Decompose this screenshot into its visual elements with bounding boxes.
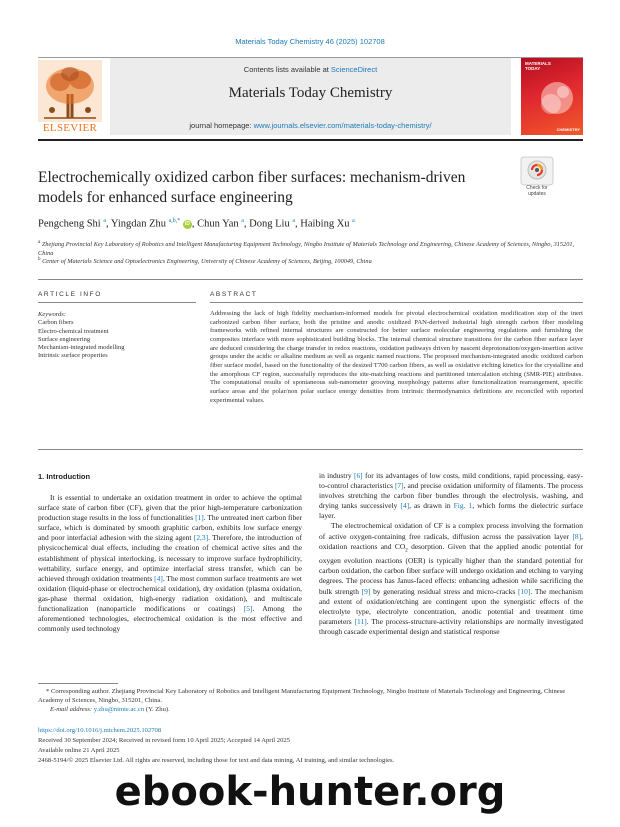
keyword-item: Electro-chemical treatment bbox=[38, 327, 109, 335]
header-divider bbox=[38, 139, 583, 141]
journal-citation: Materials Today Chemistry 46 (2025) 102708 bbox=[235, 37, 385, 46]
abstract-divider bbox=[38, 449, 583, 450]
check-for-updates-button[interactable] bbox=[520, 156, 554, 186]
body-text: for its advantages of low costs, mild conditions, rapid processing, easy-to-control characteristics bbox=[319, 471, 583, 491]
body-text: The electrochemical oxidation of CF is a complex process involving the formation of active oxygen-containing free radicals, diffusion across the passivation layer bbox=[319, 521, 583, 541]
citation-link[interactable]: [6] bbox=[353, 471, 363, 480]
keyword-item: Surface engineering bbox=[38, 335, 91, 343]
article-info-divider bbox=[38, 279, 583, 280]
check-updates-label bbox=[514, 185, 560, 197]
email-link[interactable]: y.zhu@nimte.ac.cn bbox=[93, 706, 145, 713]
affiliation-b bbox=[38, 256, 583, 267]
subscript: 2 bbox=[405, 548, 408, 554]
body-text: in industry bbox=[319, 471, 354, 480]
homepage-link[interactable]: www.journals.elsevier.com/materials-today-chemistry/ bbox=[253, 121, 432, 130]
intro-right-column bbox=[319, 471, 583, 637]
citation-link[interactable]: [11] bbox=[354, 616, 367, 626]
article-info-heading: ARTICLE INFO bbox=[38, 291, 102, 298]
body-text: , and precise oxidation uniformity of filaments. The process involves stretching the carbon fiber bundles through the electrolysis, washing, and drying tanks successively bbox=[319, 481, 583, 511]
keyword-item: Mechanism-integrated modelling bbox=[38, 344, 125, 352]
email-line bbox=[50, 706, 170, 713]
sciencedirect-link[interactable]: ScienceDirect bbox=[330, 65, 378, 74]
homepage-prefix: journal homepage: bbox=[189, 121, 254, 130]
body-text: . Among the aforementioned technologies, electrochemical oxidation is the most effective and commonly used technology bbox=[38, 604, 302, 634]
affiliation-sup: b bbox=[38, 257, 41, 262]
citation-link[interactable]: [8] bbox=[572, 531, 582, 541]
keyword-item: Carbon fibers bbox=[38, 319, 74, 327]
citation-link[interactable]: [4] bbox=[400, 501, 410, 511]
elsevier-wordmark: ELSEVIER bbox=[42, 122, 98, 134]
watermark: ebook-hunter.org bbox=[114, 769, 506, 815]
affiliation-sup: a bbox=[38, 240, 41, 245]
affiliation-text: Center of Materials Science and Optoelectronics Engineering, University of Chinese Academy of Sciences, Beijing, 100049, China bbox=[42, 258, 372, 266]
check-updates-icon bbox=[520, 156, 554, 186]
body-text: desorption. Given that the applied anodic potential for oxygen evolution reactions (OER) is typically higher than the standard potential for carbon oxidation, the carbon fiber surface will undergo oxidation and etching to varying degrees. The process has Janus-faced effects: enhancing adhesion while sacrificing the bulk strength bbox=[319, 541, 583, 596]
corresponding-author-footnote: * Corresponding author. Zhejiang Provincial Key Laboratory of Robotics and Intelligent Manufacturing Equipment Technology, Ningbo Institute of Materials Technology and Engineering, Chinese Academy of Sciences, Ningbo, 315201, China. bbox=[38, 688, 566, 704]
contents-prefix: Contents lists available at bbox=[243, 65, 331, 74]
body-text: . The untreated inert carbon fiber surface, which is dominated by smooth graphitic carbon, exhibits low surface energy and poor interfacial adhesion with the sizing agent bbox=[38, 513, 302, 543]
citation-link[interactable]: [5] bbox=[243, 604, 253, 614]
email-label: E-mail address: bbox=[50, 706, 94, 713]
email-suffix: (Y. Zhu). bbox=[144, 706, 170, 713]
abstract-heading: ABSTRACT bbox=[210, 291, 258, 298]
elsevier-tree-icon bbox=[38, 60, 102, 122]
online-date: Available online 21 April 2025 bbox=[38, 747, 120, 754]
section-heading-introduction: 1. Introduction bbox=[38, 472, 91, 481]
keywords-label: Keywords: bbox=[38, 311, 66, 318]
keyword-item: Intrinsic surface properties bbox=[38, 352, 108, 360]
author-name[interactable]: Pengcheng Shi bbox=[38, 218, 101, 230]
journal-title: Materials Today Chemistry bbox=[228, 85, 393, 101]
body-text: . Therefore, the introduction of physicochemical dual effects, including the creation of chemical active sites and the establishment of physical interlocking, is necessary to improve surface hydrophilicity, wettability, surface energy, and optimize interfacial stress transfer, which can be achieved through oxidation treatments bbox=[38, 533, 302, 583]
contents-line bbox=[110, 65, 511, 74]
body-text: by generating residual stress and micro-cracks bbox=[370, 586, 518, 596]
author-affil-sup: a bbox=[103, 218, 106, 224]
citation-link[interactable]: [7] bbox=[394, 481, 404, 491]
orcid-icon[interactable]: iD bbox=[184, 220, 190, 227]
citation-link[interactable]: [9] bbox=[361, 586, 371, 596]
body-text: . The most common surface treatments are wet oxidation (liquid-phase or electrochemical oxidation), dry oxidation (plasma oxidation, gas-phase thermal oxidation, high-energy radiation oxidation), and multiscale functionalization (nanoparticle modifications or coatings) bbox=[38, 573, 302, 614]
cover-title-line1: MATERIALS bbox=[525, 61, 551, 66]
homepage-line bbox=[110, 121, 511, 130]
received-dates: Received 30 September 2024; Received in revised form 10 April 2025; Accepted 14 April 2025 bbox=[38, 737, 290, 744]
paragraph bbox=[319, 521, 583, 637]
header-center-panel bbox=[110, 58, 511, 135]
elsevier-logo bbox=[38, 60, 102, 136]
copyright-line: 2468-5194/© 2025 Elsevier Ltd. All rights are reserved, including those for text and data mining, AI training, and similar technologies. bbox=[38, 757, 395, 764]
citation-link[interactable]: [1] bbox=[195, 513, 204, 523]
cover-art-icon bbox=[521, 58, 583, 135]
author-affil-sup: a bbox=[292, 218, 295, 224]
check-updates-line1: Check for bbox=[526, 185, 548, 191]
author-list: Pengcheng Shi $^a$, Yingdan Zhu $^{a,b,*}$ iD , Chun Yan $^a$, Dong Liu $^a$, Haibing Xu $^a$ bbox=[38, 218, 355, 230]
intro-left-column bbox=[38, 493, 302, 634]
keywords-block bbox=[38, 311, 196, 361]
doi-link[interactable]: https://doi.org/10.1016/j.mtchem.2025.102708 bbox=[38, 727, 162, 734]
footnote-rule bbox=[38, 683, 118, 684]
citation-link[interactable]: [4] bbox=[154, 573, 163, 583]
citation-link[interactable]: [10] bbox=[517, 586, 531, 596]
author-affil-sup: a bbox=[241, 218, 244, 224]
article-info-rule bbox=[38, 302, 196, 303]
abstract-text: Addressing the lack of high fidelity mechanism-informed models for pivotal electrochemical oxidation modification step of the inert carbonized carbon fiber surface, both the pristine and anodic oxidized PAN-derived industrial high strength carbon fiber modeling frameworks with refined internal structures are constructed for better surface molecular engineering regulations and furnishing the composites interface with more sophisticated building blocks. The internal chemical structure transitions for the carbon fiber surface layer are deduced considering the charge transfer in redox reactions, oxidation pathways driven by nascent deprotonation/oxygen-insertion active groups under the acidic or alkaline medium as well as organic named reactions. The proposed mechanism-integrated anodic oxidized carbon fiber surface model, based on the functionality of the desized T700 carbon fibers, as well as oxidative etching kinetics for the crystalline and the amorphous CF region, successfully reproduces the site-matching reactions and partitioned intercalation etching (SMR-PIE) attributes. The computational results of spontaneous sub-nanometer grooving morphology patterns after functionalization rearrangement, specific surface areas and the polar/non polar surface energy densities from intrinsic thermodynamics definitions are reconciled with reported experimental values. bbox=[210, 310, 583, 404]
abstract-rule bbox=[210, 302, 583, 303]
body-text: , as drawn in bbox=[409, 501, 454, 511]
journal-header bbox=[38, 57, 583, 135]
affiliation-text: Zhejiang Provincial Key Laboratory of Robotics and Intelligent Manufacturing Equipment Technology, Ningbo Institute of Materials Technology and Engineering, Chinese Academy of Sciences, Ningbo, 315201, China bbox=[38, 241, 575, 257]
journal-cover-image bbox=[521, 58, 583, 135]
author-name[interactable]: Yingdan Zhu bbox=[110, 218, 166, 230]
paragraph bbox=[319, 471, 583, 521]
body-text: , which forms the dielectric surface layer. bbox=[319, 501, 584, 521]
author-affil-sup: a,b,* bbox=[168, 218, 181, 224]
article-title: Electrochemically oxidized carbon fiber surfaces: mechanism-driven models for enhanced surface engineering bbox=[38, 169, 466, 206]
body-text: . The mechanism and extent of oxidation/etching are contingent upon the synergistic effects of the electrolyte type, electrolyte concentration, anodic potential and treatment time parameters bbox=[319, 586, 583, 626]
cover-bottom-label: CHEMISTRY bbox=[556, 127, 580, 132]
figure-link[interactable]: Fig. 1 bbox=[453, 501, 473, 511]
author-name[interactable]: Haibing Xu bbox=[300, 218, 350, 230]
citation-link[interactable]: [2,3] bbox=[193, 533, 209, 543]
author-name[interactable]: Dong Liu bbox=[249, 218, 290, 230]
body-text: It is essential to undertake an oxidation treatment in order to achieve the optimal surface state of carbon fiber (CF), given that the prior high-temperature carbonization production stage results in the loss of functionalities bbox=[38, 493, 302, 523]
author-name[interactable]: Chun Yan bbox=[197, 218, 239, 230]
cover-title-line2: TODAY bbox=[525, 66, 541, 71]
body-text: . The process-structure-activity relationships are normally investigated through cascade experimental design and statistical response bbox=[319, 616, 584, 636]
check-updates-line2: updates bbox=[528, 191, 546, 197]
body-text: , oxidation reactions and CO bbox=[319, 531, 583, 551]
author-affil-sup: a bbox=[352, 218, 355, 224]
